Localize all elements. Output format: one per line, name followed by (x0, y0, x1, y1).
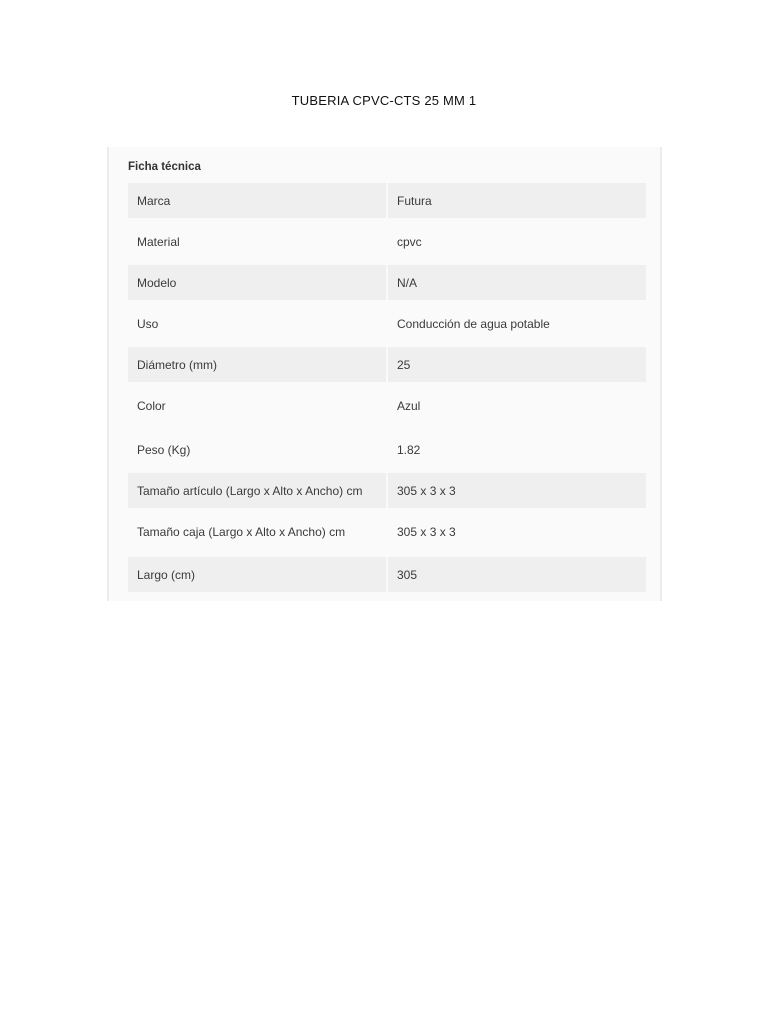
spec-sheet (107, 147, 662, 601)
spec-sheet-heading: Ficha técnica (128, 161, 201, 173)
spec-row-diameter (128, 347, 646, 382)
spec-label: Tamaño artículo (Largo x Alto x Ancho) cm (128, 473, 386, 508)
spec-label: Tamaño caja (Largo x Alto x Ancho) cm (128, 514, 386, 549)
spec-value: Conducción de agua potable (388, 306, 646, 341)
document-title: TUBERIA CPVC-CTS 25 MM 1 (291, 93, 477, 108)
spec-label: Marca (128, 183, 386, 218)
spec-value: 25 (388, 347, 646, 382)
spec-label: Largo (cm) (128, 557, 386, 592)
spec-value: cpvc (388, 224, 646, 259)
spec-row-length (128, 557, 646, 592)
spec-row-weight (128, 432, 646, 467)
spec-row-color (128, 388, 646, 423)
spec-value: Azul (388, 388, 646, 423)
spec-value: 1.82 (388, 432, 646, 467)
spec-label: Color (128, 388, 386, 423)
spec-label: Modelo (128, 265, 386, 300)
spec-label: Uso (128, 306, 386, 341)
spec-value: N/A (388, 265, 646, 300)
spec-row-model (128, 265, 646, 300)
spec-label: Material (128, 224, 386, 259)
spec-row-brand (128, 183, 646, 218)
spec-label: Peso (Kg) (128, 432, 386, 467)
spec-row-box-size (128, 514, 646, 549)
spec-row-item-size (128, 473, 646, 508)
spec-value: 305 x 3 x 3 (388, 514, 646, 549)
spec-row-use (128, 306, 646, 341)
spec-value: 305 x 3 x 3 (388, 473, 646, 508)
spec-label: Diámetro (mm) (128, 347, 386, 382)
spec-value: Futura (388, 183, 646, 218)
spec-value: 305 (388, 557, 646, 592)
spec-row-material (128, 224, 646, 259)
